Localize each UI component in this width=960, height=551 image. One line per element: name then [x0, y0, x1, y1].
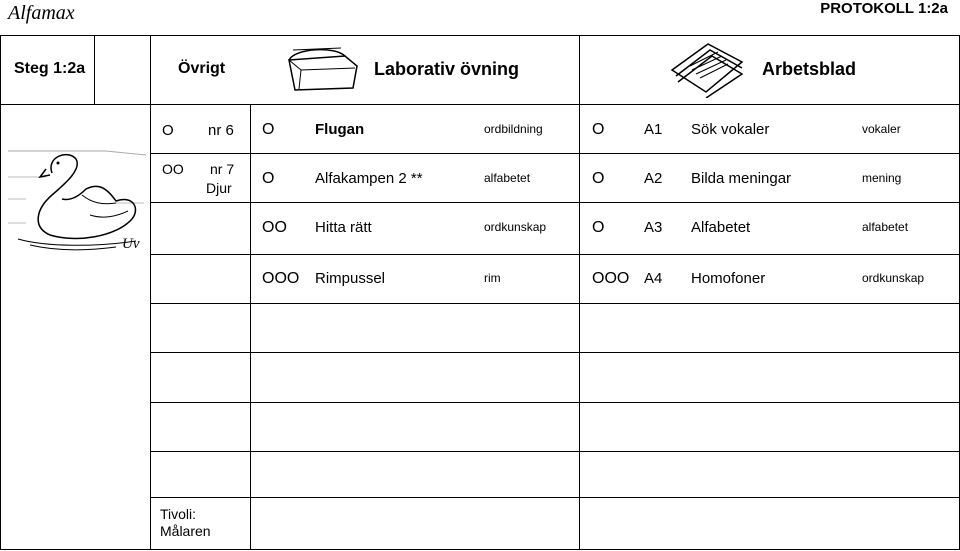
- step-label: Steg 1:2a: [14, 60, 86, 77]
- grid-line: [150, 402, 960, 403]
- sheet-row-name: Bilda meningar: [691, 170, 792, 187]
- box-icon: [285, 42, 360, 92]
- grid-line: [0, 104, 960, 105]
- lab-row-topic: rim: [484, 271, 501, 285]
- grid-line: [94, 35, 95, 104]
- lab-row-circles: OOO: [262, 270, 300, 287]
- grid-line: [0, 35, 960, 36]
- lab-row-circles: O: [262, 121, 275, 138]
- worksheet-header: Arbetsblad: [762, 59, 857, 79]
- sheet-row-code: A1: [644, 121, 663, 138]
- protocol-title: PROTOKOLL 1:2a: [820, 0, 948, 17]
- lab-row-topic: ordbildning: [484, 122, 543, 136]
- sheet-row-name: Homofoner: [691, 270, 766, 287]
- sheet-row-code: A4: [644, 270, 663, 287]
- grid-line: [150, 153, 960, 154]
- signature: Uv: [122, 236, 140, 252]
- grid-line: [579, 35, 580, 550]
- grid-line: [0, 549, 960, 550]
- side-nr: nr 7: [210, 161, 235, 177]
- sheet-row-topic: vokaler: [862, 122, 901, 136]
- sheet-row-code: A3: [644, 219, 663, 236]
- lab-row-topic: ordkunskap: [484, 220, 547, 234]
- grid-line: [150, 352, 960, 353]
- lab-row-circles: O: [262, 170, 275, 187]
- side-circles: OO: [162, 161, 184, 177]
- grid-line: [150, 202, 960, 203]
- lab-row-name: Flugan: [315, 121, 365, 138]
- lab-header: Laborativ övning: [374, 59, 520, 79]
- side-circles: O: [162, 122, 174, 139]
- sheet-row-circles: O: [592, 170, 605, 187]
- sheet-row-name: Alfabetet: [691, 219, 751, 236]
- grid-line: [150, 451, 960, 452]
- papers-icon: [668, 40, 746, 98]
- sheet-row-circles: O: [592, 121, 605, 138]
- side-subject: Djur: [206, 180, 232, 196]
- app-logo: Alfamax: [8, 2, 75, 24]
- lab-row-circles: OO: [262, 219, 287, 236]
- grid-line: [150, 35, 151, 550]
- footer-line-1: Tivoli:: [160, 506, 197, 522]
- grid-line: [250, 104, 251, 550]
- other-header: Övrigt: [178, 60, 226, 77]
- grid-line: [150, 497, 960, 498]
- sheet-row-topic: ordkunskap: [862, 271, 925, 285]
- sheet-row-name: Sök vokaler: [691, 121, 770, 138]
- grid-line: [150, 303, 960, 304]
- lab-row-name: Rimpussel: [315, 270, 386, 287]
- lab-row-name: Hitta rätt: [315, 219, 372, 236]
- lab-row-name: Alfakampen 2 **: [315, 170, 423, 187]
- grid-line: [150, 254, 960, 255]
- sheet-row-circles: OOO: [592, 270, 630, 287]
- sheet-row-topic: alfabetet: [862, 220, 909, 234]
- sheet-row-code: A2: [644, 170, 663, 187]
- lab-row-topic: alfabetet: [484, 171, 531, 185]
- side-nr: nr 6: [208, 122, 234, 139]
- grid-line: [0, 35, 1, 550]
- sheet-row-topic: mening: [862, 171, 902, 185]
- sheet-row-circles: O: [592, 219, 605, 236]
- footer-line-2: Målaren: [160, 523, 211, 539]
